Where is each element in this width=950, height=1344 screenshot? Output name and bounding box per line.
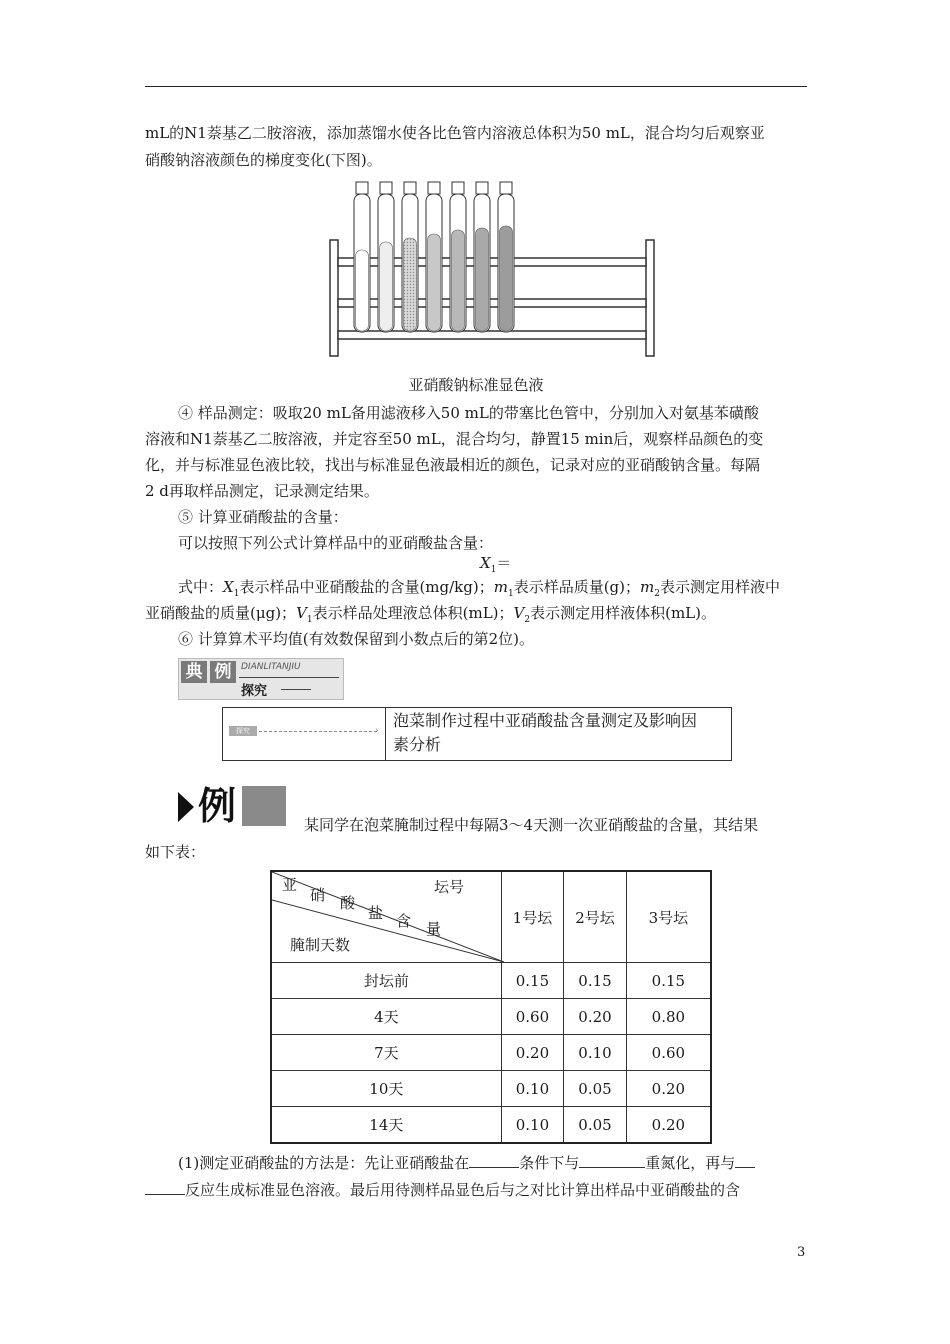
symbol-m2: m <box>640 578 655 596</box>
tube-stopper <box>452 182 464 194</box>
symbol-v1: V <box>296 604 307 622</box>
step4-line-2: 溶液和N1萘基乙二胺溶液，并定容至50 mL，混合均匀，静置15 min后，观察样品颜色的变 <box>145 430 764 448</box>
step5-line-1: 可以按照下列公式计算样品中的亚硝酸盐含量： <box>178 534 494 552</box>
table-row <box>271 999 711 1035</box>
desc-mass: 亚硝酸盐的质量(μg)； <box>145 604 297 622</box>
badge-sub: 探究 <box>241 684 268 699</box>
row-label: 7天 <box>271 1035 501 1071</box>
nitrite-table <box>270 870 712 1144</box>
table-cell: 0.15 <box>501 963 564 999</box>
example-badge <box>178 658 344 700</box>
answer-blank-3a[interactable] <box>735 1153 755 1168</box>
row-label: 4天 <box>271 999 501 1035</box>
badge-rule <box>239 677 339 678</box>
table-row <box>271 963 711 999</box>
table-cell: 0.20 <box>564 999 627 1035</box>
topic-box <box>222 707 732 761</box>
question-line-2 <box>145 1177 807 1204</box>
answer-blank-2[interactable] <box>579 1153 645 1168</box>
tube-stopper <box>428 182 440 194</box>
table-header-row <box>271 871 711 963</box>
corner-col-label: 坛号 <box>434 878 465 896</box>
symbol-m1: m <box>493 578 508 596</box>
tube-solution <box>452 230 465 331</box>
symbol-m2-sub: 2 <box>654 589 660 599</box>
badge-char-2: 例 <box>210 661 236 683</box>
tube-solution <box>476 228 489 331</box>
table-row <box>271 1071 711 1107</box>
topic-line-1: 泡菜制作过程中亚硝酸盐含量测定及影响因 <box>393 711 698 730</box>
tube-stopper <box>476 182 488 194</box>
table-cell: 0.20 <box>626 1071 711 1107</box>
table-cell: 0.10 <box>564 1035 627 1071</box>
badge-char-1: 典 <box>181 661 207 683</box>
example-arrow-icon <box>178 792 194 822</box>
example-mark <box>178 784 286 828</box>
step5-title: ⑤ 计算亚硝酸盐的含量： <box>178 508 348 526</box>
step4-line-1: ④ 样品测定：吸取20 mL备用滤液移入50 mL的带塞比色管中，分别加入对氨基苯磺酸 <box>178 404 759 422</box>
corner-char-6: 量 <box>426 920 442 938</box>
topic-divider <box>385 708 386 760</box>
topic-arrow-icon: › <box>375 726 379 736</box>
formula-subscript: 1 <box>490 565 497 575</box>
tube-solution <box>356 250 369 331</box>
step6-text: ⑥ 计算算术平均值(有效数保留到小数点后的第2位)。 <box>178 630 535 648</box>
question-text-d: 反应生成标准显色溶液。最后用待测样品显色后与之对比计算出样品中亚硝酸盐的含 <box>185 1181 741 1199</box>
badge-pinyin: DIANLITANJIU <box>241 662 301 672</box>
example-mark-char: 例 <box>198 783 237 828</box>
formula-equals: ＝ <box>496 554 512 572</box>
question-text-c: 重氮化，再与 <box>645 1154 736 1172</box>
table-cell: 0.60 <box>501 999 564 1035</box>
formula-symbol: X <box>480 554 491 572</box>
table-cell: 0.05 <box>564 1071 627 1107</box>
desc-v2: 表示测定用样液体积(mL)。 <box>530 604 716 622</box>
corner-char-2: 硝 <box>310 886 326 904</box>
example-line-2: 如下表： <box>145 843 206 861</box>
corner-char-3: 酸 <box>340 894 356 912</box>
symbol-x-sub: 1 <box>233 589 240 599</box>
corner-char-5: 含 <box>396 912 412 930</box>
table-corner-cell <box>271 871 501 963</box>
tube-stopper <box>404 182 416 194</box>
table-cell: 0.15 <box>564 963 627 999</box>
intro-line-1: mL的N1萘基乙二胺溶液，添加蒸馏水使各比色管内溶液总体积为50 mL，混合均匀后观察亚 <box>145 124 765 142</box>
topic-tag: 探究 <box>229 726 257 736</box>
row-label: 14天 <box>271 1107 501 1144</box>
desc-v1: 表示样品处理液总体积(mL)； <box>312 604 514 622</box>
desc-m2: 表示测定用样液中 <box>659 578 780 596</box>
example-mark-block <box>242 786 286 826</box>
question-text-b: 条件下与 <box>519 1154 580 1172</box>
table-cell: 0.10 <box>501 1107 564 1144</box>
topic-arrow-line <box>259 731 377 732</box>
table-cell: 0.20 <box>626 1107 711 1144</box>
corner-row-label: 腌制天数 <box>290 936 351 954</box>
answer-blank-3b[interactable] <box>145 1180 185 1195</box>
symbol-m1-sub: 1 <box>507 589 514 599</box>
table-row <box>271 1035 711 1071</box>
table-cell: 0.10 <box>501 1071 564 1107</box>
table-cell: 0.80 <box>626 999 711 1035</box>
tube-solution <box>428 234 441 331</box>
desc-m1: 表示样品质量(g)； <box>513 578 640 596</box>
symbol-v2-sub: 2 <box>524 615 531 625</box>
table-cell: 0.05 <box>564 1107 627 1144</box>
symbol-v1-sub: 1 <box>306 615 313 625</box>
desc-x: 表示样品中亚硝酸盐的含量(mg/kg)； <box>239 578 494 596</box>
question-text-a: (1)测定亚硝酸盐的方法是：先让亚硝酸盐在 <box>178 1154 470 1172</box>
column-header: 1号坛 <box>501 871 564 963</box>
symbol-x: X <box>223 578 234 596</box>
table-cell: 0.15 <box>626 963 711 999</box>
tube-solution <box>380 242 393 331</box>
row-label: 10天 <box>271 1071 501 1107</box>
table-cell: 0.60 <box>626 1035 711 1071</box>
figure-caption: 亚硝酸钠标准显色液 <box>408 376 544 394</box>
step4-line-4: 2 d再取样品测定，记录测定结果。 <box>145 482 379 500</box>
tube-stopper <box>356 182 368 194</box>
badge-arrow <box>281 689 311 690</box>
answer-blank-1[interactable] <box>469 1153 519 1168</box>
column-header: 3号坛 <box>626 871 711 963</box>
tube-solution <box>500 226 513 331</box>
symbol-v2: V <box>513 604 525 622</box>
desc-prefix: 式中： <box>178 578 224 596</box>
table-cell: 0.20 <box>501 1035 564 1071</box>
table-row <box>271 1107 711 1144</box>
column-header: 2号坛 <box>564 871 627 963</box>
tube-solution <box>404 238 417 331</box>
corner-char-1: 亚 <box>282 876 298 894</box>
step4-line-3: 化，并与标准显色液比较，找出与标准显色液最相近的颜色，记录对应的亚硝酸钠含量。每隔 <box>145 456 761 474</box>
row-label: 封坛前 <box>271 963 501 999</box>
topic-line-2: 素分析 <box>393 735 442 754</box>
corner-char-4: 盐 <box>368 904 384 922</box>
test-tube-rack-figure <box>328 178 658 358</box>
intro-line-2: 硝酸钠溶液颜色的梯度变化(下图)。 <box>145 151 382 169</box>
example-line-1: 某同学在泡菜腌制过程中每隔3～4天测一次亚硝酸盐的含量，其结果 <box>304 816 759 834</box>
header-rule <box>145 86 807 87</box>
question-line-1 <box>178 1150 807 1177</box>
page-number: 3 <box>797 1245 806 1260</box>
tube-stopper <box>380 182 392 194</box>
tube-stopper <box>500 182 512 194</box>
